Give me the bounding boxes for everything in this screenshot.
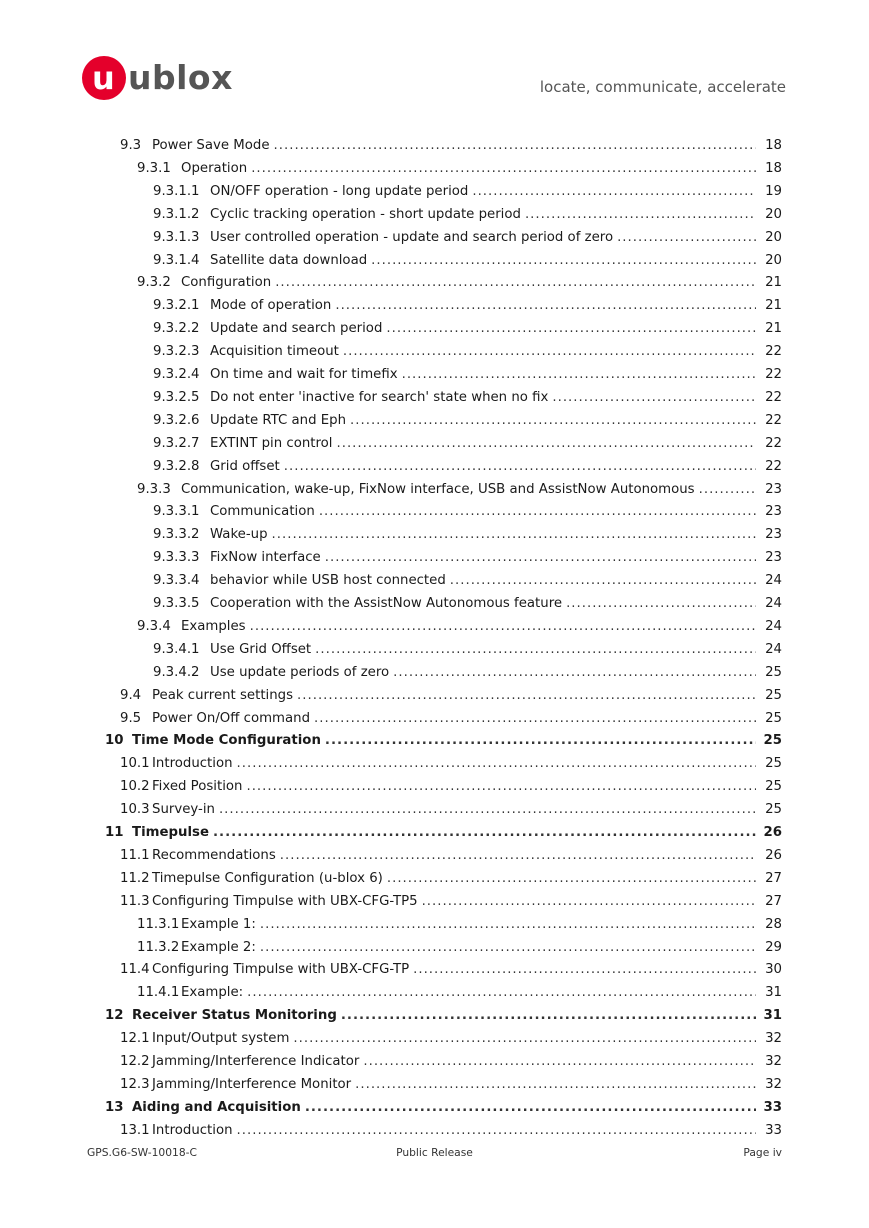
toc-entry[interactable] <box>137 937 782 959</box>
toc-entry[interactable] <box>120 1074 782 1096</box>
toc-entry[interactable] <box>153 295 782 317</box>
toc-entry-page: 25 <box>765 802 782 818</box>
toc-entry-number: 9.3.4.2 <box>153 664 200 680</box>
toc-entry-page: 23 <box>765 481 782 497</box>
toc-entry-title: Jamming/Interference Indicator <box>152 1054 360 1069</box>
toc-entry[interactable] <box>105 1097 782 1119</box>
toc-entry-page: 18 <box>765 138 782 153</box>
toc-entry-page: 22 <box>765 412 782 428</box>
toc-entry-number: 12.1 <box>120 1031 150 1047</box>
toc-entry-leader <box>552 387 756 409</box>
toc-entry-number: 10.2 <box>120 779 150 795</box>
toc-entry-page: 30 <box>765 962 782 978</box>
toc-entry[interactable] <box>153 662 782 684</box>
toc-entry-page: 21 <box>765 321 782 337</box>
toc-entry-number: 9.3.2.5 <box>153 389 200 405</box>
toc-entry-page: 20 <box>765 229 782 245</box>
toc-entry-page: 24 <box>765 596 782 611</box>
toc-entry-page: 24 <box>765 573 782 589</box>
toc-entry-number: 11.3.1 <box>137 916 180 932</box>
toc-entry-page: 23 <box>765 550 782 566</box>
toc-entry-title: Update RTC and Eph <box>210 412 347 428</box>
toc-entry-leader <box>341 1005 756 1027</box>
toc-entry[interactable] <box>137 479 782 501</box>
toc-entry[interactable] <box>137 914 782 936</box>
toc-entry-number: 9.3.1.3 <box>153 229 200 245</box>
toc-entry-number: 10.3 <box>120 802 150 818</box>
toc-entry-leader <box>393 662 756 684</box>
toc-entry-title: Configuring Timpulse with UBX-CFG-TP5 <box>152 893 418 909</box>
toc-entry-leader <box>219 799 756 821</box>
footer-classification: Public Release <box>396 1146 473 1159</box>
toc-entry-number: 11.1 <box>120 847 150 863</box>
toc-entry-title: EXTINT pin control <box>210 435 333 451</box>
toc-entry-page: 22 <box>765 389 782 405</box>
toc-entry[interactable] <box>153 524 782 546</box>
toc-entry-number: 9.3.2.1 <box>153 298 200 314</box>
toc-entry-page: 25 <box>765 710 782 726</box>
toc-entry-title: Time Mode Configuration <box>132 733 321 749</box>
toc-entry-title: Receiver Status Monitoring <box>132 1008 337 1024</box>
toc-entry-leader <box>274 135 756 157</box>
toc-entry[interactable] <box>120 685 782 707</box>
toc-entry[interactable] <box>153 250 782 272</box>
toc-entry-page: 21 <box>765 275 782 291</box>
toc-entry-number: 11.4.1 <box>137 985 180 1001</box>
toc-entry[interactable] <box>120 1120 782 1142</box>
toc-entry-number: 9.3.3.5 <box>153 596 200 611</box>
toc-entry[interactable] <box>137 272 782 294</box>
toc-entry-leader <box>699 479 756 501</box>
toc-entry-number: 13 <box>105 1099 124 1115</box>
toc-entry-number: 9.3.3.4 <box>153 573 200 589</box>
toc-entry-title: On time and wait for timefix <box>210 367 398 382</box>
toc-entry-number: 9.3 <box>120 138 142 153</box>
toc-entry-number: 9.3.1.2 <box>153 206 200 222</box>
toc-entry-title: Input/Output system <box>152 1031 290 1047</box>
toc-entry-page: 28 <box>765 916 782 932</box>
toc-entry-title: Do not enter 'inactive for search' state when no fix <box>210 389 549 405</box>
toc-entry-leader <box>350 410 756 432</box>
toc-entry[interactable] <box>120 1028 782 1050</box>
toc-entry-page: 22 <box>765 344 782 360</box>
toc-entry-number: 9.3.4 <box>137 618 171 634</box>
toc-entry-number: 13.1 <box>120 1122 150 1138</box>
toc-entry-leader <box>237 753 756 775</box>
toc-entry-title: Fixed Position <box>152 779 243 795</box>
toc-entry-number: 9.3.2 <box>137 275 171 291</box>
toc-entry-leader <box>293 1028 756 1050</box>
toc-entry-number: 9.3.1.4 <box>153 252 200 268</box>
toc-entry-title: Recommendations <box>152 847 276 863</box>
toc-entry-leader <box>413 959 756 981</box>
logo <box>82 54 233 102</box>
toc-entry-title: Update and search period <box>210 321 383 337</box>
toc-entry-title: Configuration <box>181 275 272 291</box>
footer-doc-id: GPS.G6-SW-10018-C <box>87 1146 197 1159</box>
toc-entry-leader <box>260 937 756 959</box>
toc-entry-page: 27 <box>765 893 782 909</box>
toc-entry-leader <box>275 272 756 294</box>
toc-entry-number: 12 <box>105 1008 124 1024</box>
toc-entry-leader <box>305 1097 756 1119</box>
toc-entry-leader <box>355 1074 756 1096</box>
toc-entry-title: Acquisition timeout <box>210 344 339 360</box>
toc-entry-page: 32 <box>765 1054 782 1069</box>
toc-entry-title: Timepulse Configuration (u-blox 6) <box>152 870 383 886</box>
toc-entry-number: 11.3.2 <box>137 939 180 955</box>
toc-entry[interactable] <box>153 433 782 455</box>
toc-entry-title: Wake-up <box>210 527 268 543</box>
toc-entry[interactable] <box>153 387 782 409</box>
toc-entry-leader <box>525 204 756 226</box>
toc-entry[interactable] <box>153 364 782 386</box>
toc-entry-page: 27 <box>765 870 782 886</box>
toc-entry-title: Example 2: <box>181 939 256 955</box>
toc-entry[interactable] <box>120 1051 782 1073</box>
toc-entry-leader <box>250 616 756 638</box>
toc-entry-number: 12.2 <box>120 1054 150 1069</box>
toc-entry-leader <box>314 708 756 730</box>
toc-entry-page: 22 <box>765 367 782 382</box>
toc-entry-page: 26 <box>763 825 782 840</box>
toc-entry-leader <box>246 776 756 798</box>
toc-entry-title: Jamming/Interference Monitor <box>152 1076 352 1092</box>
toc-entry-title: Survey-in <box>152 802 215 818</box>
toc-entry-page: 20 <box>765 252 782 268</box>
toc-entry[interactable] <box>120 959 782 981</box>
tagline: locate, communicate, accelerate <box>539 78 786 96</box>
toc-entry[interactable] <box>153 181 782 203</box>
toc-entry-leader <box>402 364 756 386</box>
toc-entry[interactable] <box>137 616 782 638</box>
toc-entry-leader <box>247 982 756 1004</box>
toc-entry-leader <box>337 433 757 455</box>
toc-entry-title: Introduction <box>152 1122 233 1138</box>
toc-entry-page: 20 <box>765 206 782 222</box>
toc-entry[interactable] <box>120 845 782 867</box>
toc-entry-title: Examples <box>181 618 246 634</box>
toc-entry-page: 25 <box>763 733 782 749</box>
toc-entry[interactable] <box>120 708 782 730</box>
toc-entry-page: 22 <box>765 435 782 451</box>
toc-entry[interactable] <box>153 501 782 523</box>
toc-entry-title: Satellite data download <box>210 252 368 268</box>
toc-entry-leader <box>335 295 756 317</box>
toc-entry-number: 9.3.1 <box>137 160 171 176</box>
toc-entry-page: 26 <box>765 847 782 863</box>
toc-entry-title: User controlled operation - update and search period of zero <box>210 229 614 245</box>
toc-entry-leader <box>450 570 756 592</box>
toc-entry[interactable] <box>153 410 782 432</box>
toc-entry-number: 11 <box>105 825 124 840</box>
toc-entry-title: Operation <box>181 160 248 176</box>
toc-entry-number: 9.3.2.3 <box>153 344 200 360</box>
toc-entry[interactable] <box>153 639 782 661</box>
toc-entry[interactable] <box>153 456 782 478</box>
toc-entry-page: 25 <box>765 664 782 680</box>
logo-mark-letter: u <box>92 59 115 97</box>
toc-entry-leader <box>319 501 756 523</box>
toc-entry-number: 9.3.2.2 <box>153 321 200 337</box>
toc-entry-number: 11.3 <box>120 893 150 909</box>
toc-entry-leader <box>237 1120 756 1142</box>
toc-entry-title: Power Save Mode <box>152 138 270 153</box>
toc-entry-page: 22 <box>765 458 782 474</box>
toc-entry-page: 25 <box>765 779 782 795</box>
toc-entry-page: 23 <box>765 527 782 543</box>
toc-entry[interactable] <box>153 341 782 363</box>
toc-entry[interactable] <box>153 204 782 226</box>
toc-entry-leader <box>213 822 756 844</box>
toc-entry-title: Configuring Timpulse with UBX-CFG-TP <box>152 962 410 978</box>
toc-entry-leader <box>387 868 756 890</box>
toc-entry[interactable] <box>120 799 782 821</box>
toc-entry-title: Example 1: <box>181 916 256 932</box>
toc-entry-number: 9.3.3 <box>137 481 171 497</box>
logo-wordmark: ublox <box>128 58 233 97</box>
toc-entry-title: Communication <box>210 504 315 520</box>
toc-entry-number: 9.3.3.3 <box>153 550 200 566</box>
toc-entry-number: 9.3.2.6 <box>153 412 200 428</box>
toc-entry-title: Aiding and Acquisition <box>132 1099 301 1115</box>
toc-entry[interactable] <box>120 135 782 157</box>
toc-entry-leader <box>315 639 756 661</box>
toc-entry-number: 9.3.2.4 <box>153 367 200 382</box>
toc-entry-number: 10.1 <box>120 756 150 772</box>
toc-entry-page: 33 <box>765 1122 782 1138</box>
toc-entry-title: Grid offset <box>210 458 280 474</box>
toc-entry-page: 25 <box>765 687 782 703</box>
toc-entry-title: ON/OFF operation - long update period <box>210 183 469 199</box>
toc-entry-page: 29 <box>765 939 782 955</box>
logo-mark <box>82 56 126 100</box>
toc-entry[interactable] <box>153 593 782 615</box>
toc-entry-leader <box>325 547 756 569</box>
toc-entry[interactable] <box>153 570 782 592</box>
toc-entry-page: 33 <box>763 1099 782 1115</box>
toc-entry-title: Timepulse <box>132 825 209 840</box>
toc-entry-page: 24 <box>765 618 782 634</box>
toc-entry[interactable] <box>153 547 782 569</box>
toc-entry-number: 9.3.3.1 <box>153 504 200 520</box>
toc-entry[interactable] <box>120 891 782 913</box>
toc-entry-number: 9.5 <box>120 710 142 726</box>
toc-entry-page: 31 <box>765 985 782 1001</box>
toc-entry-leader <box>472 181 756 203</box>
toc-entry-page: 32 <box>765 1031 782 1047</box>
toc-entry-leader <box>371 250 756 272</box>
toc-entry-title: Cyclic tracking operation - short update period <box>210 206 521 222</box>
toc-entry-title: Peak current settings <box>152 687 294 703</box>
toc-entry-leader <box>617 227 756 249</box>
toc-entry-leader <box>386 318 756 340</box>
toc-entry-leader <box>251 158 756 180</box>
toc-entry-leader <box>284 456 756 478</box>
toc-entry-title: Communication, wake-up, FixNow interface, USB and AssistNow Autonomous <box>181 481 695 497</box>
toc-entry-number: 9.3.4.1 <box>153 641 200 657</box>
toc-entry-title: Example: <box>181 985 244 1001</box>
toc-entry-leader <box>566 593 756 615</box>
toc-entry-page: 31 <box>763 1008 782 1024</box>
toc-entry-leader <box>260 914 756 936</box>
toc-entry-leader <box>343 341 756 363</box>
toc-entry-number: 9.4 <box>120 687 142 703</box>
toc-entry-page: 25 <box>765 756 782 772</box>
toc-entry-leader <box>272 524 756 546</box>
toc-entry-leader <box>422 891 756 913</box>
toc-entry-number: 9.3.1.1 <box>153 183 200 199</box>
toc-entry-title: Introduction <box>152 756 233 772</box>
toc-entry-title: Use Grid Offset <box>210 641 312 657</box>
toc-entry-page: 21 <box>765 298 782 314</box>
toc-entry[interactable] <box>153 227 782 249</box>
toc-entry-number: 11.2 <box>120 870 150 886</box>
toc-entry[interactable] <box>105 1005 782 1027</box>
toc-entry-leader <box>325 730 756 752</box>
toc-entry-number: 9.3.2.8 <box>153 458 200 474</box>
toc-entry-title: behavior while USB host connected <box>210 573 446 589</box>
toc-entry[interactable] <box>105 730 782 752</box>
footer-page-number: Page iv <box>743 1146 782 1159</box>
toc-entry[interactable] <box>137 982 782 1004</box>
toc-entry-leader <box>280 845 756 867</box>
toc-entry-title: Cooperation with the AssistNow Autonomous feature <box>210 596 563 611</box>
toc-entry-number: 9.3.2.7 <box>153 435 200 451</box>
toc-entry-number: 10 <box>105 733 124 749</box>
toc-entry-number: 9.3.3.2 <box>153 527 200 543</box>
toc-entry[interactable] <box>153 318 782 340</box>
toc-entry-title: Use update periods of zero <box>210 664 390 680</box>
toc-entry-page: 23 <box>765 504 782 520</box>
toc-entry-title: Mode of operation <box>210 298 332 314</box>
toc-entry-leader <box>297 685 756 707</box>
toc-entry-page: 24 <box>765 641 782 657</box>
toc-entry-page: 19 <box>765 183 782 199</box>
toc-entry-page: 18 <box>765 160 782 176</box>
toc-entry[interactable] <box>120 776 782 798</box>
toc-entry-number: 11.4 <box>120 962 150 978</box>
toc-entry[interactable] <box>137 158 782 180</box>
toc-entry-title: Power On/Off command <box>152 710 311 726</box>
toc-entry-leader <box>363 1051 756 1073</box>
toc-entry[interactable] <box>105 822 782 844</box>
toc-entry-number: 12.3 <box>120 1076 150 1092</box>
toc-entry[interactable] <box>120 753 782 775</box>
toc-entry-page: 32 <box>765 1076 782 1092</box>
toc-entry[interactable] <box>120 868 782 890</box>
toc-entry-title: FixNow interface <box>210 550 321 566</box>
